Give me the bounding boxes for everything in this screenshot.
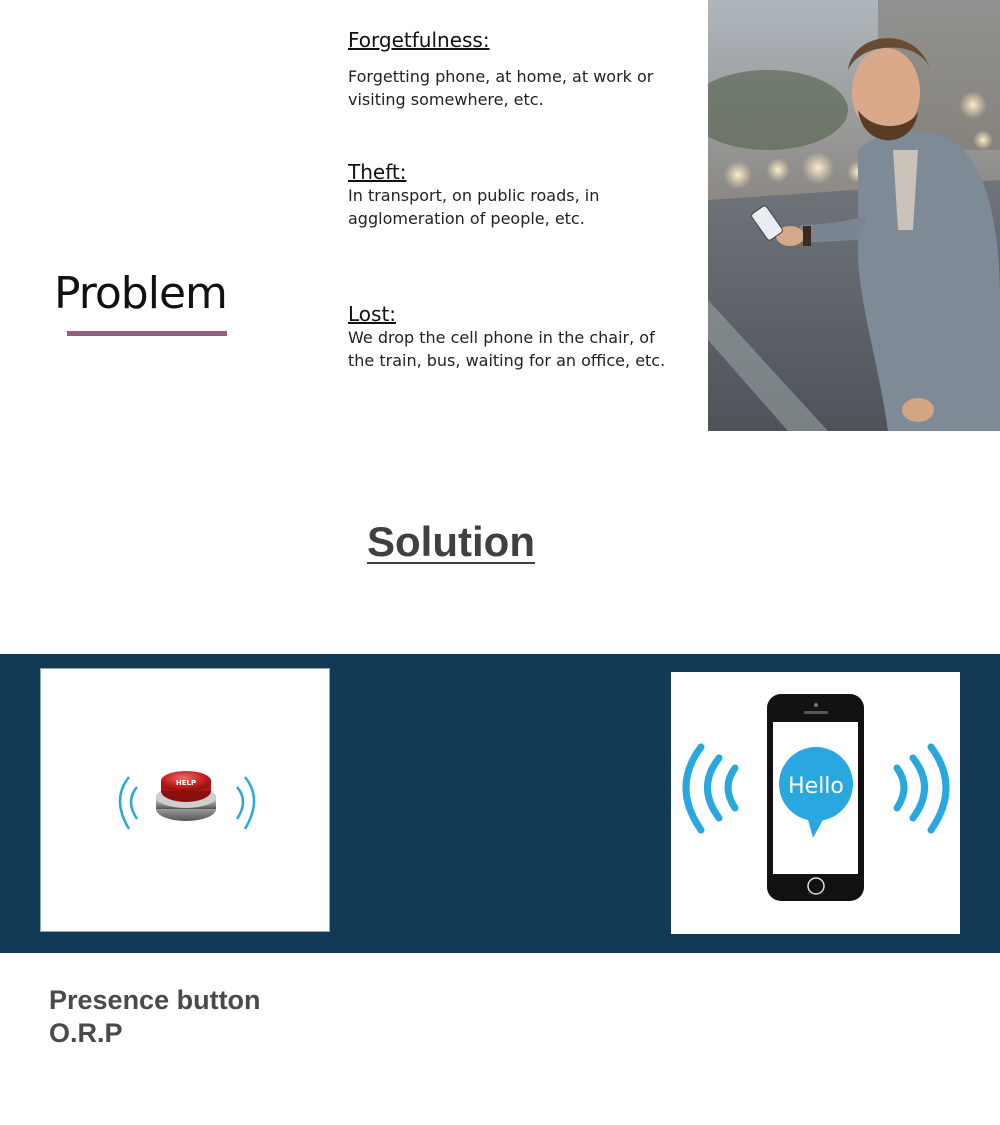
item-text: We drop the cell phone in the chair, of the train, bus, waiting for an office, etc. — [348, 328, 666, 370]
phone-bubble-text: Hello — [788, 774, 844, 799]
wave-right-outer — [931, 747, 946, 830]
item-heading: Lost: — [348, 302, 397, 326]
wave-left-inner — [131, 787, 137, 819]
phone-hello-card — [671, 672, 960, 934]
presence-caption — [49, 984, 261, 1050]
wave-right-inner — [237, 787, 243, 819]
wave-left-middle — [708, 758, 720, 818]
wave-left-inner — [728, 768, 735, 808]
problem-item-theft — [348, 160, 678, 230]
wave-right-inner — [897, 768, 904, 808]
wave-right-middle — [913, 758, 925, 818]
man-with-phone-photo — [708, 0, 1000, 431]
item-heading: Forgetfulness: — [348, 28, 490, 52]
help-button-illustration — [41, 669, 329, 931]
help-button-card — [40, 668, 330, 932]
item-heading: Theft: — [348, 160, 407, 184]
problem-underline — [67, 331, 227, 336]
solution-title: Solution — [367, 518, 535, 565]
item-text: Forgetting phone, at home, at work or visiting somewhere, etc. — [348, 67, 654, 109]
item-text: In transport, on public roads, in agglomeration of people, etc. — [348, 186, 600, 228]
wave-right-outer — [245, 777, 254, 829]
phone-hello-illustration — [671, 672, 960, 934]
presence-line-2: O.R.P — [49, 1018, 123, 1048]
problem-item-lost — [348, 302, 678, 372]
help-button-label: HELP — [175, 779, 197, 787]
wave-left-outer — [686, 747, 701, 830]
presence-line-1: Presence button — [49, 985, 261, 1015]
wave-left-outer — [120, 777, 129, 829]
problem-title: Problem — [54, 268, 227, 319]
problem-item-forgetfulness — [348, 28, 678, 111]
